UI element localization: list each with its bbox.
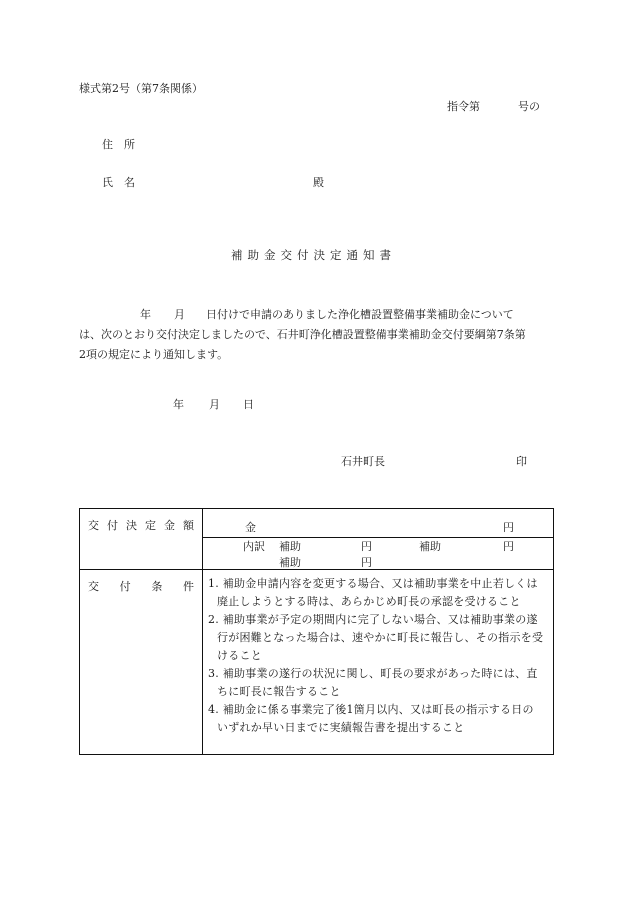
subsidy-3-yen: 円 xyxy=(361,556,372,569)
grant-decision-table xyxy=(79,508,554,755)
subsidy-1-yen: 円 xyxy=(361,540,372,553)
conditions-label-char: 件 xyxy=(182,580,194,593)
condition-continuation: けること xyxy=(217,649,262,662)
body-line-1 xyxy=(79,305,553,325)
condition-continuation: 廃止しようとする時は、あらかじめ町長の承認を受けること xyxy=(217,595,521,608)
condition-text: 2. 補助事業が予定の期間内に完了しない場合、又は補助事業の遂 xyxy=(208,613,538,626)
amount-prefix: 金 xyxy=(245,521,256,534)
subsidy-2-yen: 円 xyxy=(503,540,514,553)
subsidy-3-label: 補助 xyxy=(279,556,301,569)
directive-suffix: 号の xyxy=(518,100,540,113)
conditions-label-char: 交 xyxy=(88,580,99,593)
amount-label xyxy=(80,509,202,533)
body-line-3: 2項の規定により通知します。 xyxy=(79,348,229,361)
breakdown-cell xyxy=(203,538,554,570)
amount-cell xyxy=(203,509,554,538)
name-label: 氏 名 xyxy=(102,176,135,189)
seal-mark: 印 xyxy=(516,455,527,468)
condition-item xyxy=(208,611,549,665)
conditions-label-char: 付 xyxy=(119,580,131,593)
condition-text: 3. 補助事業の遂行の状況に関し、町長の要求があった時には、直 xyxy=(208,667,538,680)
directive-prefix: 指令第 xyxy=(447,100,480,113)
amount-label-char: 金 xyxy=(164,519,175,532)
conditions-label-char: 条 xyxy=(151,580,163,593)
condition-item xyxy=(208,575,549,611)
issuer: 石井町長 xyxy=(341,455,385,468)
conditions-list xyxy=(203,570,553,737)
conditions-cell xyxy=(203,570,554,755)
condition-text: 1. 補助金申請内容を変更する場合、又は補助事業を中止若しくは xyxy=(208,577,538,590)
amount-yen: 円 xyxy=(503,521,514,534)
breakdown-label: 内訳 xyxy=(243,540,265,553)
condition-text: 4. 補助金に係る事業完了後1箇月以内、又は町長の指示する日の xyxy=(208,703,534,716)
conditions-label xyxy=(80,570,202,594)
amount-label-char: 交 xyxy=(88,519,99,532)
honorific: 殿 xyxy=(313,176,324,189)
page-title: 補助金交付決定通知書 xyxy=(231,248,396,262)
subsidy-2-label: 補助 xyxy=(419,540,441,553)
date-month: 月 xyxy=(209,398,220,411)
conditions-label-cell xyxy=(80,570,203,755)
amount-label-char: 付 xyxy=(107,519,118,532)
body-year: 年 xyxy=(140,308,151,321)
form-number: 様式第2号（第7条関係） xyxy=(79,82,203,95)
subsidy-1-label: 補助 xyxy=(279,540,301,553)
date-day: 日 xyxy=(243,398,254,411)
condition-item xyxy=(208,665,549,701)
body-line-2: は、次のとおり交付決定しましたので、石井町浄化槽設置整備事業補助金交付要綱第7条第 xyxy=(79,328,526,341)
condition-continuation: 行が困難となった場合は、速やかに町長に報告し、その指示を受 xyxy=(217,631,544,644)
notice-body xyxy=(79,305,553,365)
body-month: 月 xyxy=(174,308,185,321)
body-line-1-text: 日付けで申請のありました浄化槽設置整備事業補助金について xyxy=(206,308,514,321)
directive-number xyxy=(447,101,540,112)
address-label: 住 所 xyxy=(102,138,135,151)
condition-item xyxy=(208,701,549,737)
date-year: 年 xyxy=(173,398,184,411)
condition-continuation: ちに町長に報告すること xyxy=(217,685,341,698)
amount-label-char: 額 xyxy=(183,519,194,532)
amount-label-cell xyxy=(80,509,203,570)
amount-label-char: 決 xyxy=(126,519,137,532)
condition-continuation: いずれか早い日までに実績報告書を提出すること xyxy=(217,721,465,734)
amount-label-char: 定 xyxy=(145,519,156,532)
issue-date xyxy=(173,399,254,410)
